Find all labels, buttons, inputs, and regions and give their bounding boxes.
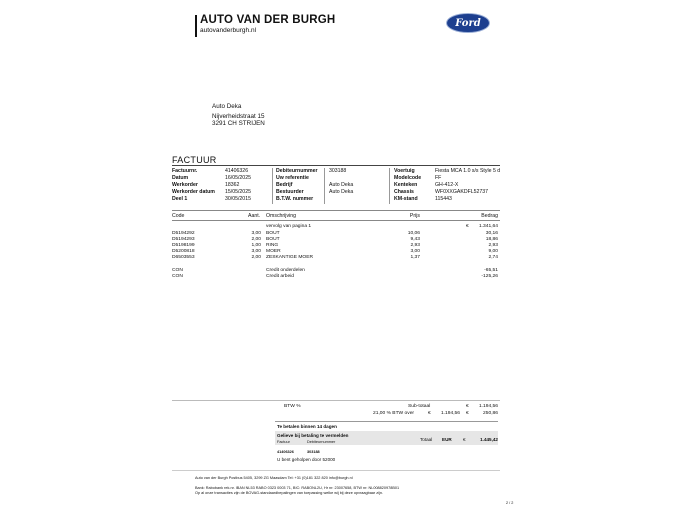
subtotal-currency: € <box>466 404 469 409</box>
row-code: D5198199 <box>172 243 195 248</box>
part-value: 30/05/2015 <box>225 196 251 202</box>
date-label: Datum <box>172 175 189 181</box>
reference-label: Uw referentie <box>276 175 309 181</box>
part-label: Deel 1 <box>172 196 188 202</box>
debtor-number-label: Debiteurnummer <box>276 168 318 174</box>
modelcode-value: FF <box>435 175 442 181</box>
workorder-label: Werkorder <box>172 182 198 188</box>
footer-divider <box>172 470 500 471</box>
license-plate-label: Kenteken <box>394 182 418 188</box>
row-code: D5200818 <box>172 249 195 254</box>
page-number: 2 / 2 <box>506 501 514 505</box>
row-qty: 1,00 <box>251 243 261 248</box>
row-description: Credit onderdelen <box>266 268 305 273</box>
row-code: CON <box>172 268 183 273</box>
company-website: autovanderburgh.nl <box>200 27 257 34</box>
row-price: 3,00 <box>410 249 420 254</box>
factuur-column-label: Factuur <box>277 440 290 444</box>
footer-terms: Op al onze transacties zijn de BOVAG-standaardbepalingen van toepassing welke wij bij deze opvraagbaar zijn. <box>195 491 383 495</box>
carry-over-text: vervolg van pagina 1 <box>266 224 312 229</box>
carry-over-currency: € <box>466 224 469 229</box>
workorder-date-label: Werkorder datum <box>172 189 215 195</box>
row-code: D5194293 <box>172 237 195 242</box>
license-plate-value: GH-412-X <box>435 182 459 188</box>
payment-terms: Te betalen binnen 14 dagen <box>277 424 337 429</box>
col-header-code: Code <box>172 213 185 219</box>
total-currency: € <box>463 437 466 442</box>
row-description: Credit arbeid <box>266 274 294 279</box>
row-code: D5194292 <box>172 231 195 236</box>
payment-top-divider <box>275 421 498 422</box>
vat-base-value: 1.194,56 <box>440 411 460 416</box>
company-value: Auto Deka <box>329 182 354 188</box>
row-amount: -65,51 <box>484 268 498 273</box>
workorder-date-value: 15/05/2025 <box>225 189 251 195</box>
debtor-number: 303188 <box>329 168 347 174</box>
chassis-value: WF0XXGAKDFL52737 <box>435 189 489 195</box>
vat-line-label: 21,00 % BTW over <box>373 411 415 416</box>
factuur-number: 41406326 <box>277 450 294 454</box>
modelcode-label: Modelcode <box>394 175 422 181</box>
row-code: CON <box>172 274 183 279</box>
date-value: 16/05/2025 <box>225 175 251 181</box>
table-top-divider <box>172 210 500 211</box>
chassis-label: Chassis <box>394 189 414 195</box>
row-description: BOUT <box>266 237 280 242</box>
driver-value: Auto Deka <box>329 189 354 195</box>
row-amount: 2,93 <box>488 243 498 248</box>
col-header-qty: Aant. <box>248 213 261 219</box>
debtor-number-footer: 303188 <box>307 450 320 454</box>
recipient-city: 3291 CH STRIJEN <box>212 120 265 127</box>
vehicle-value: Fiesta MCA 1.0 s/s Style 5 d <box>435 168 501 174</box>
info-divider <box>272 168 273 204</box>
vat-number-label: B.T.W. nummer <box>276 196 314 202</box>
table-header-divider <box>172 220 500 221</box>
mileage-value: 115443 <box>435 196 452 202</box>
total-currency-code: EUR <box>442 437 452 442</box>
footer-address: Auto van der Burgh Postbus 5405, 3299 ZG Maasdam Tel: +31 (0)181 322 820 info@burgh.nl <box>195 476 353 480</box>
subtotal-label: Sub-totaal <box>408 404 431 409</box>
vehicle-label: Voertuig <box>394 168 415 174</box>
row-amount: 2,74 <box>488 255 498 260</box>
btw-percent-label: BTW % <box>284 404 301 409</box>
col-header-price: Prijs <box>409 213 420 219</box>
helped-by: U bent geholpen door 52000 <box>277 457 336 462</box>
row-description: ZESKANTIGE MOER <box>266 255 314 260</box>
row-price: 1,37 <box>410 255 420 260</box>
col-header-amount: Bedrag <box>481 213 498 219</box>
row-description: RING <box>266 243 279 248</box>
recipient-name: Auto Deka <box>212 103 242 110</box>
row-code: D6503553 <box>172 255 195 260</box>
title-divider <box>172 165 500 166</box>
vat-currency: € <box>466 411 469 416</box>
total-label: Totaal <box>420 437 433 442</box>
vat-amount: 250,86 <box>483 411 498 416</box>
invoice-number-label: Factuurnr. <box>172 168 198 174</box>
info-divider <box>324 168 325 204</box>
row-amount: 9,00 <box>488 249 498 254</box>
page-title: FACTUUR <box>172 155 217 165</box>
row-qty: 3,00 <box>251 231 261 236</box>
row-description: MOER <box>266 249 281 254</box>
row-description: BOUT <box>266 231 280 236</box>
driver-label: Bestuurder <box>276 189 304 195</box>
row-qty: 2,00 <box>251 237 261 242</box>
mileage-label: KM-stand <box>394 196 418 202</box>
company-label: Bedrijf <box>276 182 293 188</box>
brand-divider <box>195 15 197 37</box>
info-divider <box>389 168 390 204</box>
debtor-column-label: Debiteurnummer <box>307 440 336 444</box>
subtotal-value: 1.194,56 <box>478 404 498 409</box>
row-price: 2,93 <box>410 243 420 248</box>
ford-logo: Ford <box>446 13 490 33</box>
invoice-number: 41406326 <box>225 168 249 174</box>
carry-over-amount: 1.341,64 <box>478 224 498 229</box>
reference-note: Gelieve bij betaling te vermelden <box>277 433 349 438</box>
row-amount: 18,86 <box>485 237 498 242</box>
row-price: 9,43 <box>410 237 420 242</box>
company-name: AUTO VAN DER BURGH <box>200 14 336 26</box>
totals-divider <box>172 400 500 401</box>
footer-bank: Bank: Rabobank rek.nr. IBAN NL53 RABO 0323 0003 71, BIC: RABONL2U, Hr nr: 23007658, BTW nr: NL008820978B01 <box>195 486 400 490</box>
total-amount: 1.445,42 <box>480 437 498 442</box>
row-amount: -125,26 <box>481 274 498 279</box>
col-header-description: Omschrijving <box>266 213 296 219</box>
row-amount: 30,16 <box>485 231 498 236</box>
workorder-value: 18362 <box>225 182 240 188</box>
recipient-street: Nijverheidstraat 15 <box>212 113 265 120</box>
row-qty: 2,00 <box>251 255 261 260</box>
row-price: 10,06 <box>407 231 420 236</box>
row-qty: 3,00 <box>251 249 261 254</box>
vat-base-currency: € <box>428 411 431 416</box>
